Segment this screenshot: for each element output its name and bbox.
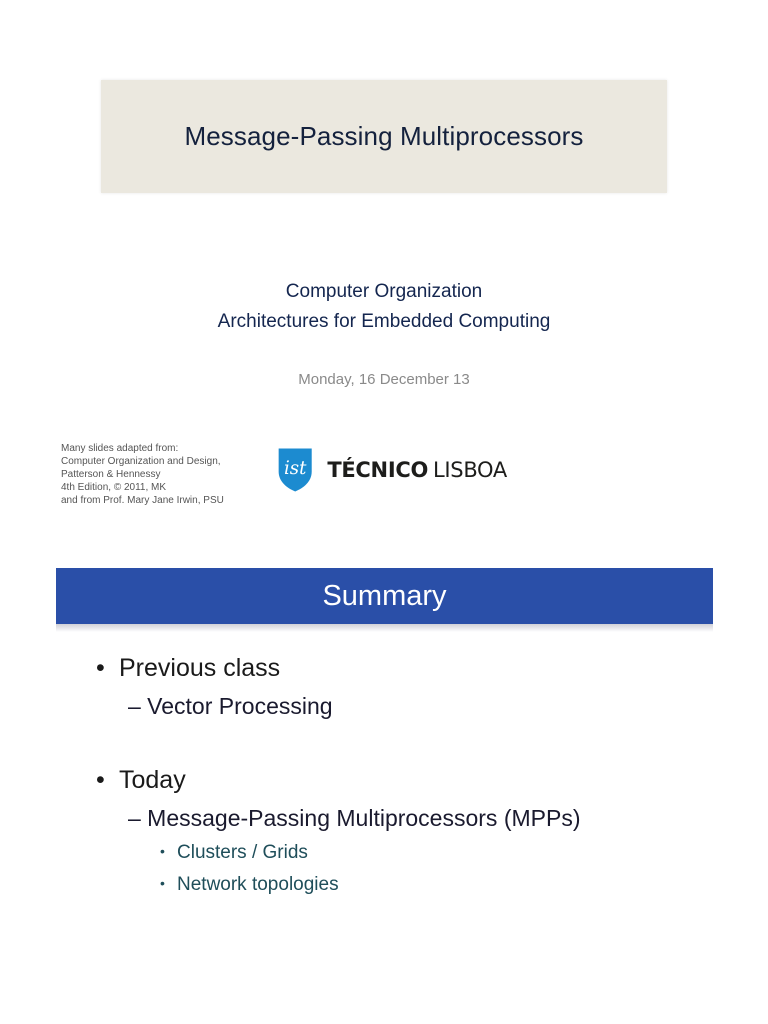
bullet-glyph: •: [160, 843, 165, 859]
credits-line: Patterson & Hennessy: [61, 469, 161, 480]
logo-mark-text: ist: [283, 458, 307, 480]
course-subtitle: Architectures for Embedded Computing: [217, 311, 551, 332]
bullet-glyph: •: [96, 766, 105, 794]
bullet-item: [96, 766, 186, 795]
bullet-glyph: •: [96, 654, 105, 682]
credits-line: 4th Edition, © 2011, MK: [61, 482, 167, 493]
bullet-text: Network topologies: [177, 874, 339, 895]
bullet-text: Today: [119, 766, 186, 794]
slide-title: Message-Passing Multiprocessors: [184, 121, 584, 151]
logo-word-lisboa: LISBOA: [433, 458, 507, 482]
credits-line: Many slides adapted from:: [61, 443, 179, 454]
title-banner: [101, 80, 667, 193]
summary-heading: Summary: [322, 579, 447, 612]
logo-word-tecnico: TÉCNICO: [327, 458, 428, 482]
sub-bullet-item: – Message-Passing Multiprocessors (MPPs): [128, 805, 581, 831]
credits-line: and from Prof. Mary Jane Irwin, PSU: [61, 495, 224, 506]
ist-shield-icon: [277, 442, 313, 498]
bullet-glyph: •: [160, 875, 165, 891]
bullet-text: Clusters / Grids: [177, 842, 308, 863]
sub-bullet-item: – Vector Processing: [128, 693, 333, 719]
course-name: Computer Organization: [285, 281, 483, 302]
bullet-text: Previous class: [119, 654, 281, 682]
sub-sub-bullet-item: [160, 874, 339, 896]
sub-sub-bullet-item: [160, 842, 308, 864]
tecnico-lisboa-logo: [277, 440, 507, 500]
slide-date: Monday, 16 December 13: [298, 371, 470, 388]
credits-note: [61, 442, 261, 507]
bullet-item: [96, 654, 280, 683]
credits-line: Computer Organization and Design,: [61, 456, 221, 467]
summary-header-bar: [56, 568, 713, 624]
header-shadow: [56, 624, 713, 632]
